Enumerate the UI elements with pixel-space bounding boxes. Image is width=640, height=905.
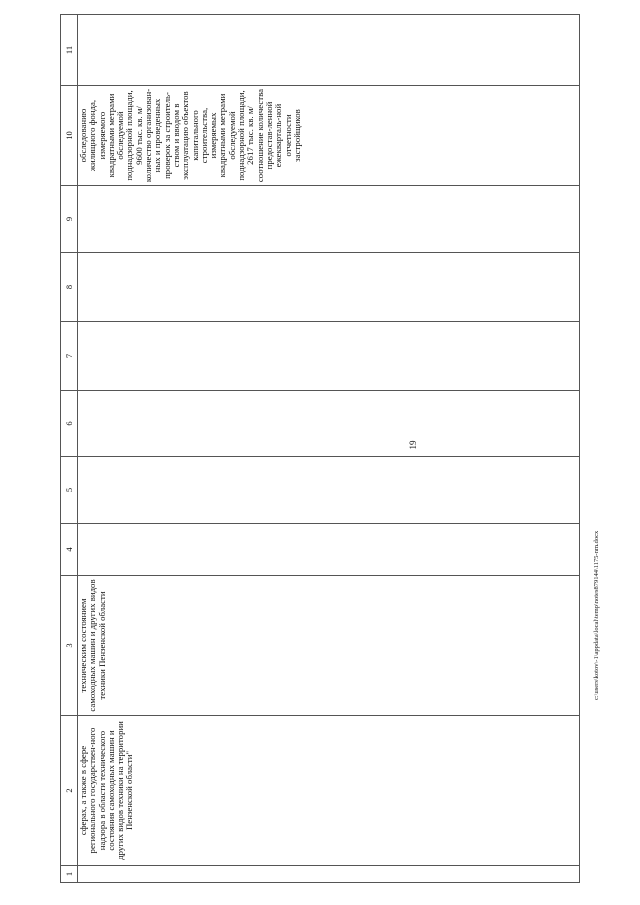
cell-col-2: сферах, а также в сфере регионального государствен-ного надзора в области технического состояния самоходных машин и других видов техники на территории Пензенской области"	[78, 716, 580, 866]
table-row	[78, 15, 580, 883]
column-number-4: 4	[61, 524, 78, 576]
cell-col-6	[78, 391, 580, 457]
cell-col-11	[78, 15, 580, 86]
cell-col-8	[78, 253, 580, 322]
column-number-9: 9	[61, 186, 78, 253]
cell-col-9	[78, 186, 580, 253]
column-number-10: 10	[61, 86, 78, 186]
data-table	[60, 14, 580, 883]
column-number-11: 11	[61, 15, 78, 86]
column-number-row	[61, 15, 78, 883]
column-number-8: 8	[61, 253, 78, 322]
column-number-2: 2	[61, 716, 78, 866]
cell-col-1	[78, 866, 580, 883]
column-number-3: 3	[61, 576, 78, 716]
column-number-1: 1	[61, 866, 78, 883]
cell-col-10: обследованию жилищного фонда, измеряемого квадратными метрами обследуемой поднадзорной площади, 9600 тыс. кв. м/ количество организован-ных и проведенных проверок за строитель-ством и вводом в эксплуатацию объектов капитального строительства, измеряемых квадратными метрами обследуемой поднадзорной площади, 2617 тыс. кв. м/ соотношение количества предостав-ленной ежекварталь-ной отчетности застройщиков	[78, 86, 580, 186]
cell-col-3: техническим состоянием самоходных машин и других видов техники Пензенской области	[78, 576, 580, 716]
cell-col-7	[78, 322, 580, 391]
column-number-6: 6	[61, 391, 78, 457]
column-number-7: 7	[61, 322, 78, 391]
cell-col-5	[78, 457, 580, 524]
page-number: 19	[408, 440, 418, 450]
footer-file-path: c:\users\kotov\-1\appdata\local\temp\notes879144\1175-nm.docx	[593, 530, 600, 700]
column-number-5: 5	[61, 457, 78, 524]
cell-col-4	[78, 524, 580, 576]
